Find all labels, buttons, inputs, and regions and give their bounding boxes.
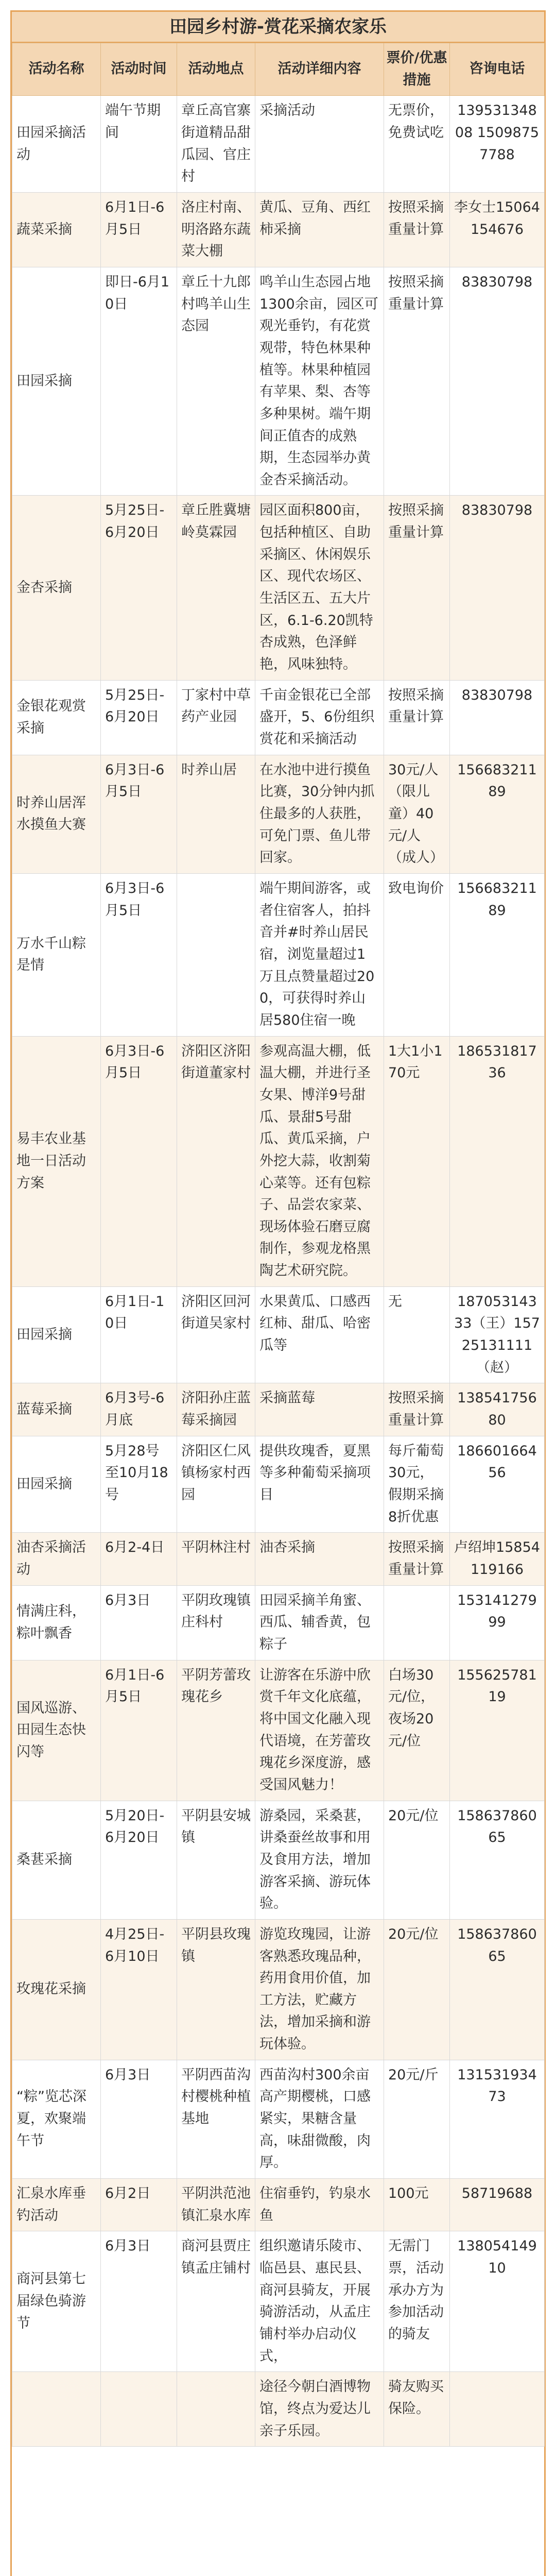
activity-detail: 途径今朝白酒博物馆，终点为爱达儿亲子乐园。 bbox=[255, 2372, 384, 2447]
table-row bbox=[12, 1533, 545, 1585]
table-row bbox=[12, 1383, 545, 1436]
table-row bbox=[12, 873, 545, 1036]
table-row bbox=[12, 267, 545, 496]
activity-place: 平阴县玫瑰镇 bbox=[177, 1919, 255, 2060]
activity-name: 蔬菜采摘 bbox=[12, 192, 101, 267]
contact-phone: 15314127999 bbox=[450, 1585, 545, 1660]
activity-name: 田园采摘 bbox=[12, 267, 101, 496]
activity-name: 田园采摘 bbox=[12, 1286, 101, 1383]
activity-price: 100元 bbox=[384, 2179, 450, 2231]
activity-time: 6月2-4日 bbox=[101, 1533, 177, 1585]
activity-name: 万水千山粽是情 bbox=[12, 873, 101, 1036]
contact-phone: 18660166456 bbox=[450, 1436, 545, 1533]
activity-time: 6月3日 bbox=[101, 2231, 177, 2372]
table-body bbox=[12, 96, 545, 2447]
activity-place: 章丘高官寨街道精品甜瓜园、官庄村 bbox=[177, 96, 255, 193]
activity-time: 6月3日-6月5日 bbox=[101, 755, 177, 873]
table-row bbox=[12, 2179, 545, 2231]
contact-phone: 15668321189 bbox=[450, 873, 545, 1036]
table-row bbox=[12, 2231, 545, 2372]
activity-price: 20元/斤 bbox=[384, 2060, 450, 2178]
table-header bbox=[12, 43, 545, 96]
activity-place: 济阳孙庄蓝莓采摘园 bbox=[177, 1383, 255, 1436]
activity-detail: 让游客在乐游中欣赏千年文化底蕴，将中国文化融入现代语境，在芳蕾玫瑰花乡深度游，感受国风魅力！ bbox=[255, 1660, 384, 1801]
activity-time: 6月1日-6月5日 bbox=[101, 1660, 177, 1801]
column-header-time: 活动时间 bbox=[101, 43, 177, 96]
activity-time: 5月25日-6月20日 bbox=[101, 496, 177, 680]
activity-detail: 采摘蓝莓 bbox=[255, 1383, 384, 1436]
activity-time: 端午节期间 bbox=[101, 96, 177, 193]
activity-detail: 游桑园，采桑葚，讲桑蚕丝故事和用及食用方法，增加游客采摘、游玩体验。 bbox=[255, 1801, 384, 1919]
activity-price bbox=[384, 1585, 450, 1660]
activity-place: 章丘十九郎村鸣羊山生态园 bbox=[177, 267, 255, 496]
contact-phone: 李女士15064154676 bbox=[450, 192, 545, 267]
activity-name: 蓝莓采摘 bbox=[12, 1383, 101, 1436]
activity-detail: 在水池中进行摸鱼比赛，30分钟内抓住最多的人获胜，可免门票、鱼儿带回家。 bbox=[255, 755, 384, 873]
table-row bbox=[12, 1286, 545, 1383]
activity-place: 丁家村中草药产业园 bbox=[177, 680, 255, 755]
contact-phone bbox=[450, 2372, 545, 2447]
activity-place bbox=[177, 2372, 255, 2447]
contact-phone: 83830798 bbox=[450, 680, 545, 755]
table-row bbox=[12, 496, 545, 680]
activity-detail: 鸣羊山生态园占地1300余亩，园区可观光垂钓，有花赏观带，特色林果种植等。林果种植园有苹果、梨、杏等多种果树。端午期间正值杏的成熟期，生态园举办黄金杏采摘活动。 bbox=[255, 267, 384, 496]
table-row bbox=[12, 192, 545, 267]
activity-price: 按照采摘重量计算 bbox=[384, 267, 450, 496]
page-title: 田园乡村游-赏花采摘农家乐 bbox=[12, 12, 544, 43]
activity-name: 田园采摘 bbox=[12, 1436, 101, 1533]
table-row bbox=[12, 1919, 545, 2060]
activity-place: 平阴县安城镇 bbox=[177, 1801, 255, 1919]
activity-time bbox=[101, 2372, 177, 2447]
contact-phone: 18705314333（王）15725131111（赵） bbox=[450, 1286, 545, 1383]
activity-place: 平阴洪范池镇汇泉水库 bbox=[177, 2179, 255, 2231]
column-header-phone: 咨询电话 bbox=[450, 43, 545, 96]
activity-place: 平阴西苗沟村樱桃种植基地 bbox=[177, 2060, 255, 2178]
activity-time: 6月2日 bbox=[101, 2179, 177, 2231]
activity-price: 白场30元/位，夜场20元/位 bbox=[384, 1660, 450, 1801]
activity-detail: 住宿垂钓，钓泉水鱼 bbox=[255, 2179, 384, 2231]
column-header-place: 活动地点 bbox=[177, 43, 255, 96]
activity-name: 桑葚采摘 bbox=[12, 1801, 101, 1919]
activity-detail: 参观高温大棚，低温大棚，并进行圣女果、博洋9号甜瓜、景甜5号甜瓜、黄瓜采摘，户外挖大蒜，收割菊心菜等。还有包粽子、品尝农家菜、现场体验石磨豆腐制作，参观龙格黑陶艺术研究院。 bbox=[255, 1036, 384, 1286]
activity-price: 按照采摘重量计算 bbox=[384, 496, 450, 680]
activity-price: 无票价，免费试吃 bbox=[384, 96, 450, 193]
activity-name: 汇泉水库垂钓活动 bbox=[12, 2179, 101, 2231]
page-container bbox=[10, 10, 546, 2576]
activity-name: 玫瑰花采摘 bbox=[12, 1919, 101, 2060]
table-row bbox=[12, 1801, 545, 1919]
activity-price: 每斤葡萄30元，假期采摘8折优惠 bbox=[384, 1436, 450, 1533]
table-row bbox=[12, 2060, 545, 2178]
contact-phone: 18653181736 bbox=[450, 1036, 545, 1286]
activity-price: 1大1小170元 bbox=[384, 1036, 450, 1286]
table-row bbox=[12, 96, 545, 193]
table-row bbox=[12, 1436, 545, 1533]
activity-price: 20元/位 bbox=[384, 1801, 450, 1919]
column-header-detail: 活动详细内容 bbox=[255, 43, 384, 96]
contact-phone: 58719688 bbox=[450, 2179, 545, 2231]
contact-phone: 15863786065 bbox=[450, 1919, 545, 2060]
activity-price: 按照采摘重量计算 bbox=[384, 680, 450, 755]
contact-phone: 卢绍坤15854119166 bbox=[450, 1533, 545, 1585]
activity-place: 济阳区济阳街道董家村 bbox=[177, 1036, 255, 1286]
contact-phone: 13153193473 bbox=[450, 2060, 545, 2178]
activity-place: 平阴芳蕾玫瑰花乡 bbox=[177, 1660, 255, 1801]
activity-name: “粽”览芯深夏，欢聚端午节 bbox=[12, 2060, 101, 2178]
activity-place: 洛庄村南、明洛路东蔬菜大棚 bbox=[177, 192, 255, 267]
activity-name bbox=[12, 2372, 101, 2447]
activity-time: 6月1日-6月5日 bbox=[101, 192, 177, 267]
table-row bbox=[12, 680, 545, 755]
activity-name: 油杏采摘活动 bbox=[12, 1533, 101, 1585]
activity-place: 时养山居 bbox=[177, 755, 255, 873]
activity-detail: 黄瓜、豆角、西红柿采摘 bbox=[255, 192, 384, 267]
activity-detail: 端午期间游客，或者住宿客人，拍抖音并#时养山居民宿，浏览量超过1万且点赞量超过200，可获得时养山居580住宿一晚 bbox=[255, 873, 384, 1036]
table-row bbox=[12, 755, 545, 873]
table-row bbox=[12, 2372, 545, 2447]
activity-detail: 田园采摘羊角蜜、西瓜、辅香黄，包粽子 bbox=[255, 1585, 384, 1660]
activity-price: 无 bbox=[384, 1286, 450, 1383]
activity-time: 即日-6月10日 bbox=[101, 267, 177, 496]
activity-detail: 游览玫瑰园，让游客熟悉玫瑰品种，药用食用价值，加工方法，贮藏方法，增加采摘和游玩体验。 bbox=[255, 1919, 384, 2060]
column-header-price: 票价/优惠措施 bbox=[384, 43, 450, 96]
activity-detail: 西苗沟村300余亩高产期樱桃，口感紧实，果糖含量高，味甜微酸，肉厚。 bbox=[255, 2060, 384, 2178]
activity-time: 6月1日-10日 bbox=[101, 1286, 177, 1383]
table-row bbox=[12, 1036, 545, 1286]
activity-price: 按照采摘重量计算 bbox=[384, 192, 450, 267]
activity-price: 20元/位 bbox=[384, 1919, 450, 2060]
activity-detail: 园区面积800亩，包括种植区、自助采摘区、休闲娱乐区、现代农场区、生活区五、五大片区，6.1-6.20凯特杏成熟，色泽鲜艳，风味独特。 bbox=[255, 496, 384, 680]
contact-phone: 15668321189 bbox=[450, 755, 545, 873]
activity-name: 国风巡游、田园生态快闪等 bbox=[12, 1660, 101, 1801]
activity-detail: 水果黄瓜、口感西红柿、甜瓜、哈密瓜等 bbox=[255, 1286, 384, 1383]
activity-name: 金杏采摘 bbox=[12, 496, 101, 680]
column-header-name: 活动名称 bbox=[12, 43, 101, 96]
activity-price: 按照采摘重量计算 bbox=[384, 1533, 450, 1585]
activity-detail: 千亩金银花已全部盛开，5、6份组织赏花和采摘活动 bbox=[255, 680, 384, 755]
activity-price: 骑友购买保险。 bbox=[384, 2372, 450, 2447]
activity-time: 6月3日-6月5日 bbox=[101, 873, 177, 1036]
activity-place: 济阳区回河街道吴家村 bbox=[177, 1286, 255, 1383]
activity-table bbox=[12, 43, 545, 2447]
activity-name: 情满庄科，粽叶飘香 bbox=[12, 1585, 101, 1660]
contact-phone: 13805414910 bbox=[450, 2231, 545, 2372]
activity-place: 章丘胜冀塘岭莫霖园 bbox=[177, 496, 255, 680]
table-row bbox=[12, 1660, 545, 1801]
activity-place: 济阳区仁风镇杨家村西园 bbox=[177, 1436, 255, 1533]
activity-time: 6月3号-6月底 bbox=[101, 1383, 177, 1436]
activity-price: 无需门票，活动承办方为参加活动的骑友 bbox=[384, 2231, 450, 2372]
activity-name: 田园采摘活动 bbox=[12, 96, 101, 193]
contact-phone: 15562578119 bbox=[450, 1660, 545, 1801]
activity-place: 商河县贾庄镇孟庄铺村 bbox=[177, 2231, 255, 2372]
activity-price: 致电询价 bbox=[384, 873, 450, 1036]
contact-phone: 83830798 bbox=[450, 496, 545, 680]
activity-time: 5月28号至10月18号 bbox=[101, 1436, 177, 1533]
activity-name: 易丰农业基地一日活动方案 bbox=[12, 1036, 101, 1286]
activity-time: 6月3日 bbox=[101, 2060, 177, 2178]
activity-time: 6月3日-6月5日 bbox=[101, 1036, 177, 1286]
contact-phone: 13953134808 15098757788 bbox=[450, 96, 545, 193]
activity-time: 6月3日 bbox=[101, 1585, 177, 1660]
activity-time: 5月20日-6月20日 bbox=[101, 1801, 177, 1919]
activity-name: 商河县第七届绿色骑游节 bbox=[12, 2231, 101, 2372]
contact-phone: 83830798 bbox=[450, 267, 545, 496]
activity-detail: 组织邀请乐陵市、临邑县、惠民县、商河县骑友，开展骑游活动，从孟庄铺村举办启动仪式， bbox=[255, 2231, 384, 2372]
activity-place: 平阴玫瑰镇庄科村 bbox=[177, 1585, 255, 1660]
activity-detail: 采摘活动 bbox=[255, 96, 384, 193]
activity-price: 按照采摘重量计算 bbox=[384, 1383, 450, 1436]
activity-place bbox=[177, 873, 255, 1036]
activity-detail: 油杏采摘 bbox=[255, 1533, 384, 1585]
table-row bbox=[12, 1585, 545, 1660]
activity-time: 4月25日-6月10日 bbox=[101, 1919, 177, 2060]
activity-price: 30元/人（限儿童）40元/人（成人） bbox=[384, 755, 450, 873]
activity-detail: 提供玫瑰香，夏黑等多种葡萄采摘项目 bbox=[255, 1436, 384, 1533]
contact-phone: 13854175680 bbox=[450, 1383, 545, 1436]
contact-phone: 15863786065 bbox=[450, 1801, 545, 1919]
activity-time: 5月25日-6月20日 bbox=[101, 680, 177, 755]
activity-name: 金银花观赏采摘 bbox=[12, 680, 101, 755]
activity-name: 时养山居浑水摸鱼大赛 bbox=[12, 755, 101, 873]
activity-place: 平阴林注村 bbox=[177, 1533, 255, 1585]
